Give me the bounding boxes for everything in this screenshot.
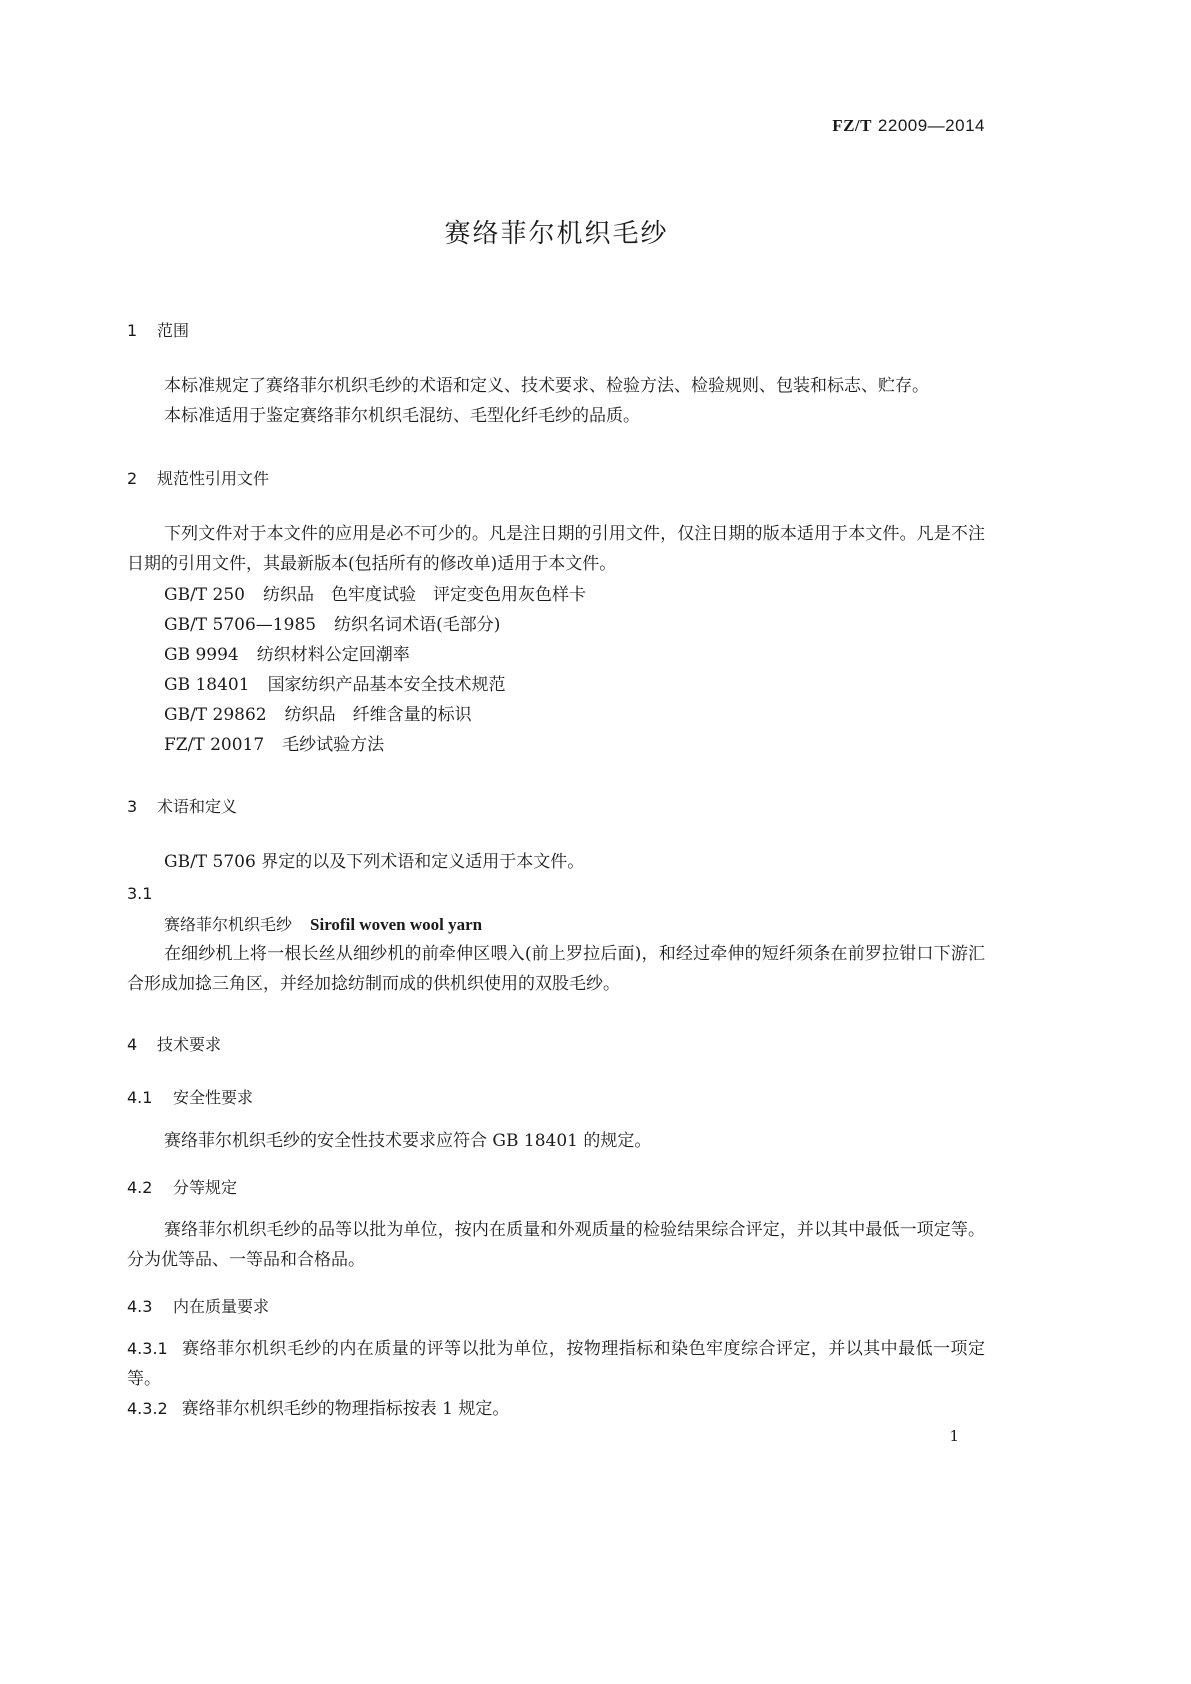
reference-item [164, 580, 586, 605]
clause-4-3-1 [127, 1334, 985, 1394]
reference-code: FZ/T 20017 [164, 735, 265, 755]
term-chinese: 赛络菲尔机织毛纱 [164, 915, 293, 934]
reference-code: GB/T 250 [164, 585, 245, 605]
subsection-4-3-heading [127, 1294, 269, 1317]
subsection-title: 内在质量要求 [173, 1297, 270, 1316]
reference-item [164, 730, 384, 755]
section-4-heading [127, 1032, 221, 1055]
reference-title: 纺织名词术语(毛部分) [334, 615, 501, 635]
term-definition: 在细纱机上将一根长丝从细纱机的前牵伸区喂入(前上罗拉后面)，和经过牵伸的短纤须条在前罗拉钳口下游汇合形成加捻三角区，并经加捻纺制而成的供机织使用的双股毛纱。 [127, 944, 985, 994]
section-1-heading [127, 318, 189, 341]
standard-prefix: FZ/T [832, 116, 872, 135]
reference-code: GB/T 5706—1985 [164, 615, 317, 635]
clause-text: 赛络菲尔机织毛纱的内在质量的评等以批为单位，按物理指标和染色牢度综合评定，并以其中最低一项定等。 [127, 1339, 985, 1389]
subsection-4-2-heading [127, 1175, 237, 1198]
section-title: 术语和定义 [157, 797, 238, 816]
reference-title: 纺织品 纤维含量的标识 [284, 705, 472, 725]
section-3-heading [127, 794, 237, 817]
reference-item [164, 670, 506, 695]
reference-title: 纺织品 色牢度试验 评定变色用灰色样卡 [263, 585, 586, 605]
reference-code: GB 18401 [164, 675, 250, 695]
subsection-number: 4.3 [127, 1297, 153, 1316]
reference-code: GB/T 29862 [164, 705, 267, 725]
subsection-number: 4.2 [127, 1178, 153, 1197]
subsection-title: 安全性要求 [173, 1088, 254, 1107]
clause-number: 4.3.2 [127, 1399, 168, 1418]
page-number: 1 [949, 1427, 959, 1445]
subsection-4-2-text: 赛络菲尔机织毛纱的品等以批为单位，按内在质量和外观质量的检验结果综合评定，并以其中最低一项定等。分为优等品、一等品和合格品。 [127, 1220, 985, 1270]
subsection-title: 分等规定 [173, 1178, 238, 1197]
subsection-4-1-heading [127, 1085, 253, 1108]
reference-code: GB 9994 [164, 645, 239, 665]
section-2-heading [127, 466, 269, 489]
section-number: 3 [127, 797, 138, 816]
reference-item [164, 610, 500, 635]
section-number: 4 [127, 1035, 138, 1054]
section-number: 2 [127, 469, 138, 488]
clause-4-3-2 [127, 1394, 985, 1424]
reference-item [164, 700, 472, 725]
subsection-4-1-text: 赛络菲尔机织毛纱的安全性技术要求应符合 GB 18401 的规定。 [164, 1131, 652, 1151]
term-number: 3.1 [127, 884, 153, 903]
term-entry [164, 912, 482, 935]
term-english: Sirofil woven wool yarn [310, 915, 483, 934]
section-1-paragraph-2: 本标准适用于鉴定赛络菲尔机织毛混纺、毛型化纤毛纱的品质。 [164, 406, 640, 426]
section-3-intro: GB/T 5706 界定的以及下列术语和定义适用于本文件。 [164, 852, 585, 872]
reference-title: 纺织材料公定回潮率 [256, 645, 410, 665]
reference-item [164, 640, 410, 665]
clause-number: 4.3.1 [127, 1339, 168, 1358]
reference-title: 毛纱试验方法 [282, 735, 385, 755]
standard-number: 22009—2014 [877, 116, 985, 135]
document-title: 赛络菲尔机织毛纱 [444, 219, 669, 249]
subsection-number: 4.1 [127, 1088, 153, 1107]
standard-code [832, 116, 985, 136]
section-1-paragraph-1: 本标准规定了赛络菲尔机织毛纱的术语和定义、技术要求、检验方法、检验规则、包装和标志、贮存。 [164, 376, 929, 396]
section-2-intro: 下列文件对于本文件的应用是必不可少的。凡是注日期的引用文件，仅注日期的版本适用于本文件。凡是不注日期的引用文件，其最新版本(包括所有的修改单)适用于本文件。 [127, 524, 985, 574]
section-title: 规范性引用文件 [157, 469, 270, 488]
section-number: 1 [127, 321, 138, 340]
reference-title: 国家纺织产品基本安全技术规范 [267, 675, 506, 695]
section-title: 技术要求 [157, 1035, 222, 1054]
clause-text: 赛络菲尔机织毛纱的物理指标按表 1 规定。 [181, 1399, 510, 1419]
section-title: 范围 [157, 321, 190, 340]
